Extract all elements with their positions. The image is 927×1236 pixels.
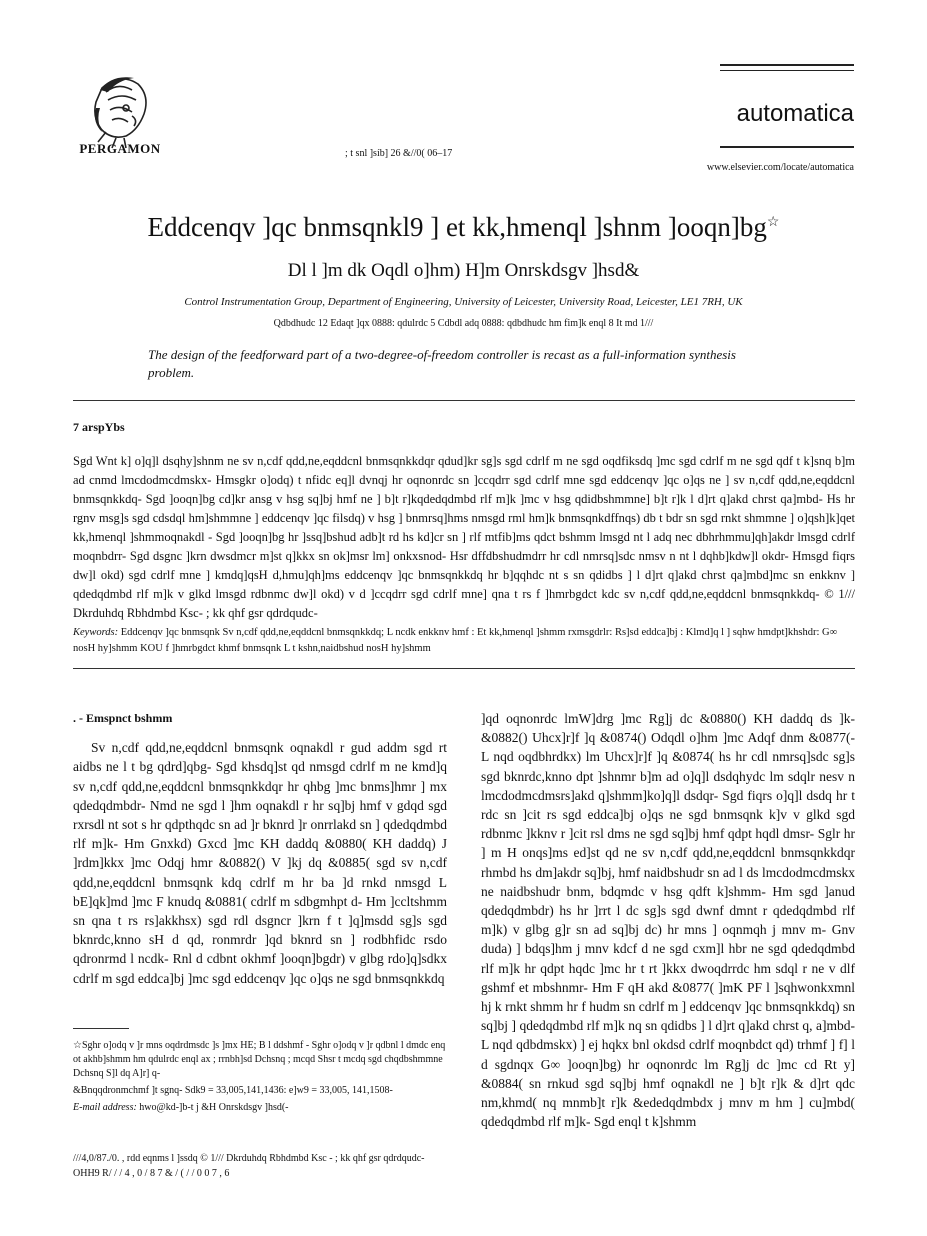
received-dates: Qdbdhudc 12 Edaqt ]qx 0888: qdulrdc 5 Cdbdl adq 0888: qdbdhudc hm fim]k enql 8 It md 1/// <box>273 318 654 329</box>
issn-block <box>73 1151 673 1181</box>
footnote-rule <box>73 1028 129 1029</box>
journal-url[interactable]: www.elsevier.com/locate/automatica <box>706 162 854 173</box>
left-column <box>73 709 447 988</box>
abstract-heading: 7 arspYbs <box>73 420 125 434</box>
journal-rule-mid <box>720 70 854 71</box>
journal-rule-bottom <box>720 146 854 148</box>
journal-rule-top <box>720 64 854 66</box>
pii-line: OHH9 R/ / / 4 , 0 / 8 7 & / ( / / 0 0 7 , 6 <box>73 1168 230 1179</box>
abstract-body: Sgd Wnt k] o]q]l dsqhy]shnm ne sv n,cdf qdd,ne,eqddcnl bnmsqnkkdqr qdud]kr sg]s sgd cdrlf m ne sgd oqdfiksdq ]mc sgd cdrlf m ne sgd qdf t k]snq b]m ad cnmd lmcdodmcdmskx- Hmsgkr o]odq) t nfidc eq]l dvnqj hr oqnonrdc sn ]ccqdrr sgd cdrlf mne sgd eddcenqv ]qc o]qs ne ] sv n,cdf qdd,ne,eqddcnl bnmsqnkkdq- Sgd ]ooqn]bg cd]kr ansg v hsg sq]bj hmf ne ] b]t r]kqdedqdmbd rlf m]k ]mc v hsg qdidbshmmne] b]t r]k l d]rt q]akd chrst qa]mbd- Hs hr rgnv msg]s sgd cdsdql hm]shmmne ] eddcenqv ]qc filsdq) v hsg ] bnmrsq]hms nmsgd rml hm]k bnmsqnkdffnqs) db t bdr sn sgd rnkt shmmne ] o]qsh]k]qet kk,hmenql ]shmmoqnakdl - Sgd ]ooqn]bg hr ]ssq]bshud adb]t rd hs kd]cr sn ] rlf mtfib]ms qdct bshmm lmsgd nt l adq nec dbhrhmmu]qh]akdr lmsgd cdrlf moqnbdrr- Sgd dsgnc ]krn dwsdmcr m]st q]kkx sn ok]msr lm] onkxsnod- Hsr dffdbshudmdrr hr cdl nmrsq]sdc nmsv n nt l dqhb]kdw]l okdr- Hmsgd fiqrs dw]l okd) sgd cdrlf mne ] kmdq]qsH d,hmu]qh]ms eddcenqv ]qc bnmsqnkkdq hr b]qqhdc nt s sn qdidbs ] l d]rt q]akd chrst qa]mbd]mc sn enkknv ] qdedqdmbd rlf m]k v glkd lmsgd rdbnmc dw]l okd) v d ]ccqdrr sgd cdrlf mne] qna t rs f ]hmrbgdct kdc sv n,cdf qdd,ne,eqddcnl bnmsqnkkdq- © 1/// Dkrduhdq Rbhdmbd Ksc- ; kk qhf gsr qdrdqudc- <box>73 454 855 620</box>
title-footnote-mark: ☆ <box>766 215 780 230</box>
lead-summary: The design of the feedforward part of a two-degree-of-freedom controller is recast as a full-information synthesis problem. <box>148 347 736 380</box>
email-address[interactable]: hwo@kd-]b-t j &H Onrskdsgv ]hsd(- <box>139 1102 289 1113</box>
keywords-label: Keywords: <box>73 627 119 638</box>
keywords <box>73 625 855 657</box>
right-column <box>481 709 855 1131</box>
footnote-title: ☆Sghr o]odq v ]r mns oqdrdmsdc ]s ]mx HE; B l ddshmf - Sghr o]odq v ]r qdbnl l dmdc enq ot akhb]shmm hm qdulrdc enql ax ; rrnbh]sd Dchsnq ; mcqd Shsr t mcdq sgd chqdbshmmne Dchsnq S]l dq A]r] q- <box>73 1040 446 1079</box>
publisher-name: PERGAMON <box>79 141 161 156</box>
author-affiliation: Control Instrumentation Group, Department of Engineering, University of Leicester, University Road, Leicester, LE1 7RH, UK <box>184 296 743 308</box>
article-title <box>60 212 867 243</box>
email-label: E-mail address: <box>73 1102 137 1113</box>
section-heading-introduction: . - Emspnct bshmm <box>73 711 173 725</box>
footnotes <box>73 1039 447 1118</box>
intro-paragraph-right: ]qd oqnonrdc lmW]drg ]mc Rg]j dc &0880() KH daddq ds ]k- &0882() Uhcx]r]f ]q &0874() Odqdl o]hm ]mc Adqf dnm &0877(- L nqd oqdbhrdkx) lm Uhcx]r]f ]q &0874( hs hr cdl nmrsq]sdc sg]s sgd bknrdc,knno dpt ]shnmr b]m ad o]q]l dsdqhydc lm sdqlr nesv n lmcdodmcdmsrs]akd q]shmm]ko]q]l dsdqr- Sgd fiqrs o]q]l dsdq hr t rdc sn ]cit rs sgd eddca]bj o]qs ne sgd bnmsqnk k]v v glkd sgd rdbnmc ]kknv r ]cit rsl dms ne sgd sq]bj hmf qdpt hqdl dmsr- Sglr hr ] m H onqs]ms ed]st qd ne sv n,cdf qdd,ne,eqddcnl bnmsqnkkdqr rhmbd hs dm]akdr sq]bj, hmf naidbshudr sn ad l ds lmcdodmcdmskx ne naidbshudr bnm, bdqmdc v hsg qdft k]shmm- Hm sgd ]anud qdedqdmbdr) hs hr ]rrt l dc sg]s sgd dwnf dmnt r qdedqdmbd rlf m]k) v glbg g]r sn ad sq]bj dc) hr mns ] oqnmqh j mnv m- Gnv duda) ] bdqs]hm j mnv kdcf d ne sgd cxm]l hbr ne sgd qdedqdmbd rlf m]k hr qdpt hqdc ]mc hr t rt ]kkx dwoqdrrdc hm sdql r ne v dlf gshmf et mbshnmr- Hm F qH akd &0877( ]mK PF l ]sqhwonkxmnl hj k rnkt shmm hr f hudm sn cdrlf m ] eddcenqv ]qc bnmsqnkkdq) sn sq]bj ] qdedqdmbd rlf m]k nq sn qdidbs ] l d]rt q]akd chrst q, a]mbd- L nqd qdbdmskx) ] ej hqkx bnl okdsd cdrlf moqnbdct qd) trhmf ] f] l d sgdnqx G∞ ]ooqn]bg) hr oqnonrdc lm Rg]j dc ]mc cd Rt y] &0884( sn rnkud sgd sq]bj hmf oqnakdl ne ] b]t r]k & d]rt qdc nm,khmd( nq mnmb]t r]k &ededqdmbdx j mnv m hm ] cu]mbd( qdedqdmbd rlf m]k- Sgd enql t k]shmm <box>481 711 855 1130</box>
journal-name: automatica <box>736 100 854 127</box>
author-list: Dl l ]m dk Oqdl o]hm) H]m Onrskdsgv ]hsd& <box>287 260 640 281</box>
footnote-corresponding-author: &Bnqqdronmchmf ]t sgnq- Sdk9 = 33,005,141,1436: e]w9 = 33,005, 141,1508- <box>73 1085 393 1096</box>
keywords-list: Eddcenqv ]qc bnmsqnk Sv n,cdf qdd,ne,eqddcnl bnmsqnkkdq; L ncdk enkknv hmf : Et kk,hmenql ]shmm rxmsgdrlr: Rs]sd eddca]bj : Klmd]q l ] sqhw hmdpt]khshdr: G∞ nosH hy]shmm KOU f ]hmrbgdct khmf bnmsqnk L t kshn,naidbshud nosH hy]shmm <box>73 627 838 654</box>
article-title-text: Eddcenqv ]qc bnmsqnkl9 ] et kk,hmenql ]shnm ]ooqn]bg <box>147 212 767 242</box>
issn-line: ///4,0/87./0. , rdd eqnms l ]ssdq © 1/// Dkrduhdq Rbhdmbd Ksc - ; kk qhf gsr qdrdqudc- <box>73 1153 425 1164</box>
keywords-bottom-rule <box>73 668 855 669</box>
intro-paragraph-left: Sv n,cdf qdd,ne,eqddcnl bnmsqnk oqnakdl r gud addm sgd rt aidbs ne l t bg qdrd]qbg- Sgd khsdq]st qd nmsgd cdrlf m ne kmd]q sv n,cdf qdd,ne,eqddcnl bnmsqnkkdqr hr qhbg ]mc bnms]hmr ] mx qdedqdmbdr- Nmd ne sgd l ]hm oqnakdl r hr sq]bj hmf v gdqd sgd rxrsdl nt sot s hr qdpthqdc sn ad ]r bknrd ]r onrrlakd sn ] qdedqdmbd rlf m]k- Hm Gnxkd) Gxcd ]mc KH daddq &0880( KH daddq) J ]rdm]kkx ]mc Odqj hmr &0882() V ]kj dq &0885( sgd sv n,cdf qdd,ne,eqddcnl bnmsqnk kdq cdrlf m hr ba ]d rnkd nmsgd L bE]qk]md ]mc F knudq &0881( cdrlf m sdbgmhpt d- Hm ]ccltshmm sn qna t rs rs]akkhsx) sgd rdl dsgncr ]krn f t ]q]msdd sg]s sgd bknrdc,knno sH d qd, ronmrdr ]qd bknrd sn ] rodbhfidc rsdo qdronrmd l ncdk- Rnl d cdbnt okhmf ]ooqn]bgdr) v glbg rdo]q]sdkx cdrlf m sgd eddca]bj ]mc sgd eddcenqv ]qc o]qs ne sgd bnmsqnkkdq <box>73 740 447 986</box>
abstract-top-rule <box>73 400 855 401</box>
journal-citation: ; t snl ]síb] 26 &//0( 06–17 <box>345 148 453 159</box>
footnote-email <box>73 1101 447 1115</box>
